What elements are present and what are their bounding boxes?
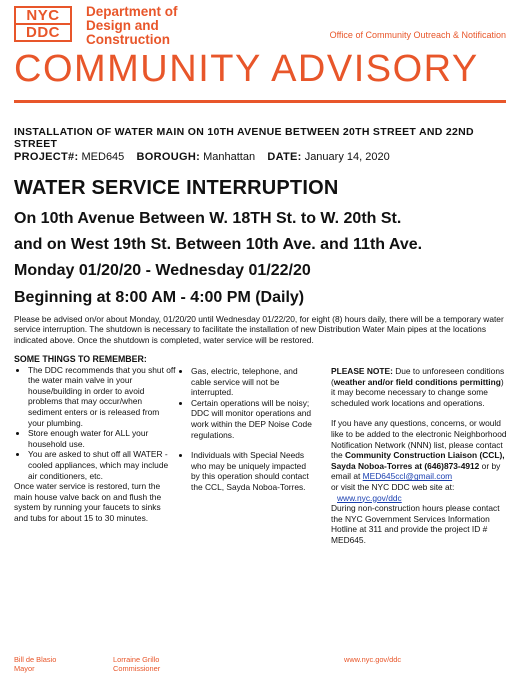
project-id-label: PROJECT#: bbox=[14, 151, 79, 163]
hotline-text: During non-construction hours please contact the NYC Government Services Information Hotline at 311 and provide the project ID # MED645. bbox=[331, 503, 500, 545]
department-name bbox=[86, 5, 178, 47]
please-note bbox=[331, 366, 507, 408]
time-range: Beginning at 8:00 AM - 4:00 PM (Daily) bbox=[14, 289, 305, 306]
after-restoration-text: Once water service is restored, turn the main house valve back on and flush the system by running your faucets to sinks and tubs for about 15 to 30 minutes. bbox=[14, 481, 162, 523]
email-prefix: or by email at bbox=[331, 460, 501, 482]
dept-line-3: Construction bbox=[86, 32, 170, 47]
date-label: DATE: bbox=[267, 151, 302, 163]
service-info-column bbox=[177, 366, 317, 493]
logo-nyc: NYC bbox=[14, 6, 72, 25]
list-item: • Certain operations will be noisy; DDC will monitor operations and work within the DEP Noise Code regulations. bbox=[191, 398, 317, 440]
website-link[interactable]: www.nyc.gov/ddc bbox=[337, 492, 402, 503]
please-note-label: PLEASE NOTE: bbox=[331, 366, 393, 376]
list-item: • Gas, electric, telephone, and cable service will not be interrupted. bbox=[191, 366, 317, 398]
commissioner-name: Lorraine Grillo bbox=[113, 655, 160, 664]
web-prefix: or visit the NYC DDC web site at: bbox=[331, 481, 455, 492]
location-line-1: On 10th Avenue Between W. 18TH St. to W. 20th St. bbox=[14, 210, 402, 227]
mayor-credit bbox=[14, 655, 56, 673]
contact-column bbox=[331, 366, 507, 546]
things-to-remember-column bbox=[14, 354, 176, 524]
mayor-title: Mayor bbox=[14, 664, 35, 673]
main-headline: WATER SERVICE INTERRUPTION bbox=[14, 177, 339, 199]
list-item: • You are asked to shut off all WATER - cooled appliances, which may include air conditioners, etc. bbox=[28, 449, 176, 481]
header-divider bbox=[14, 100, 506, 103]
project-info bbox=[14, 151, 390, 163]
remember-list bbox=[14, 365, 176, 482]
location-line-2: and on West 19th St. Between 10th Ave. and 11th Ave. bbox=[14, 236, 423, 253]
borough-label: BOROUGH: bbox=[136, 151, 201, 163]
list-item: • Individuals with Special Needs who may be uniquely impacted by this operation should contact the CCL, Sayda Noboa-Torres. bbox=[191, 450, 317, 492]
note-text-b: ) it may become necessary to change some scheduled work locations and operations. bbox=[331, 376, 504, 408]
borough: Manhattan bbox=[203, 151, 256, 163]
project-id: MED645 bbox=[81, 151, 125, 163]
list-item: • The DDC recommends that you shut off the water main valve in your house/building in order to avoid problems that may occur/when sediment enters or is released from your plumbing. bbox=[28, 365, 176, 429]
list-item: • Store enough water for ALL your household use. bbox=[28, 428, 176, 449]
footer-url[interactable]: www.nyc.gov/ddc bbox=[344, 655, 402, 664]
questions-text: If you have any questions, concerns, or would like to be added to the electronic Neighborhood Notification Network (NNN) list, please contact the bbox=[331, 418, 507, 461]
commissioner-title: Commissioner bbox=[113, 664, 161, 673]
service-list bbox=[177, 366, 317, 493]
note-text-bold: weather and/or field conditions permitting bbox=[333, 376, 501, 387]
email-link[interactable]: MED645ccl@gmail.com bbox=[362, 471, 453, 482]
office-name: Office of Community Outreach & Notification bbox=[329, 30, 506, 40]
intro-paragraph: Please be advised on/or about Monday, 01/20/20 until Wednesday 01/22/20, for eight (8) hours daily, there will be a temporary water service interruption. The shutdown is necessary to facilitate the installation of new Distribution Water Main pipes at the locations indicated above. Once the shutdown is completed, water service will be restored. bbox=[14, 314, 504, 345]
community-advisory-banner: COMMUNITY ADVISORY bbox=[14, 48, 479, 90]
ccl-contact: Community Construction Liaison (CCL), Sayda Noboa-Torres at (646)873-4912 bbox=[331, 450, 505, 471]
dept-line-1: Department of bbox=[86, 4, 178, 19]
things-to-remember-heading: SOME THINGS TO REMEMBER: bbox=[14, 354, 147, 364]
commissioner-credit bbox=[113, 655, 160, 673]
logo-ddc: DDC bbox=[14, 25, 72, 42]
mayor-name: Bill de Blasio bbox=[14, 655, 57, 664]
contact-info bbox=[331, 418, 507, 482]
project-title: INSTALLATION OF WATER MAIN ON 10TH AVENUE BETWEEN 20TH STREET AND 22ND STREET bbox=[14, 126, 474, 150]
dept-line-2: Design and bbox=[86, 18, 159, 33]
date: January 14, 2020 bbox=[304, 151, 390, 163]
note-text-a: Due to unforeseen conditions ( bbox=[331, 366, 505, 387]
nyc-ddc-logo bbox=[14, 6, 78, 40]
date-range: Monday 01/20/20 - Wednesday 01/22/20 bbox=[14, 262, 311, 279]
